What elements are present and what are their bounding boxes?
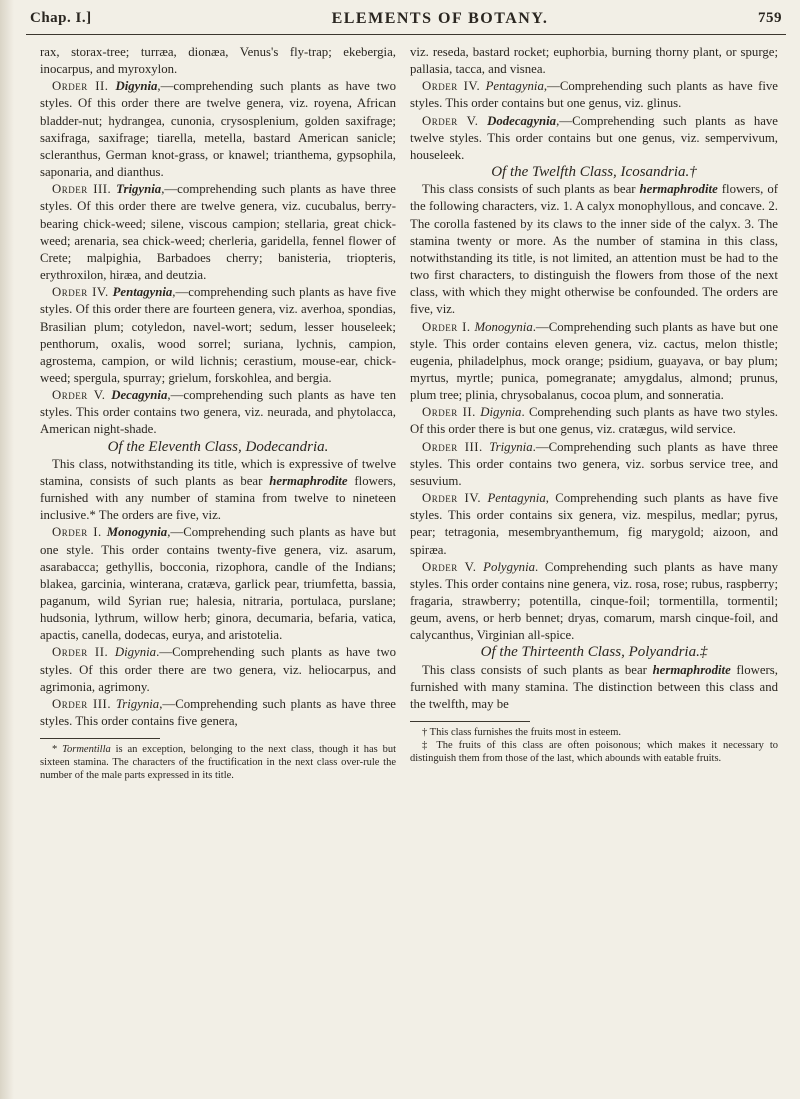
order-paragraph: Order II. Digynia. Comprehending such plants as have two styles. Of this order there is but one genus, viz. cratægus, wild service.: [410, 405, 779, 437]
class-paragraph: This class, notwithstanding its title, which is expressive of twelve stamina, consists of such plants as bear hermaphrodite flowers, furnished with any number of stamina from twelve to nineteen inclusive.* The orders are five, viz.: [40, 456, 396, 523]
order-paragraph: Order I. Monogynia,—Comprehending such plants as have but one style. This order contains twenty-five genera, viz. asarum, asarabacca; gethyllis, bocconia, rizophora, candle of the Indians; blakea, garcinia, winterana, cratæva, garlick pear, triumfetta, bassia, paganum, wild Syrian rue; halesia, nitraria, portulaca, purslane; hudsonia, lythrum, willow herb; ginora, decumaria, befaria, vatica, apactis, canella, dodecas, eurya, and aristotelia.: [40, 525, 396, 643]
order-paragraph: Order IV. Pentagynia, Comprehending such plants as have five styles. This order contains six genera, viz. mespilus, medlar; pyrus, pear; tetragonia, mesembryanthemum, fig marygold; aizoon, and spiræa.: [410, 491, 779, 557]
section-heading: Of the Eleventh Class, Dodecandria.: [107, 438, 329, 455]
class-paragraph: This class consists of such plants as bear hermaphrodite flowers, of the following characters, viz. 1. A calyx monophyllous, and concave. 2. The corolla fastened by its claws to the inner side of the calyx. 3. The stamina twenty or more. As the number of stamina in this class, notwithstanding its title, is not limited, an attention must be had to the two first characters, to distinguish the flowers from those of the next class, with which they might otherwise be confounded. The orders are five, viz.: [410, 182, 778, 317]
header-rule: [26, 34, 786, 35]
order-paragraph: Order V. Dodecagynia,—Comprehending such plants as have twelve styles. This order contains but one genus, viz. sempervivum, houseleek.: [410, 113, 778, 162]
class-paragraph: This class consists of such plants as bear hermaphrodite flowers, furnished with many stamina. The distinction between this class and the twelfth, may be: [410, 662, 778, 711]
chapter-label: Chap. I.]: [30, 10, 92, 26]
order-paragraph: Order III. Trigynia.—Comprehending such plants as have three styles. This order contains two genera, viz. sorbus service tree, and sesuvium.: [410, 439, 778, 488]
footnote-rule: [40, 738, 160, 739]
order-paragraph: Order V. Decagynia,—comprehending such plants as have ten styles. This order contains two genera, viz. neurada, and phytolacca, American night-shade.: [40, 388, 396, 437]
binding-shadow: [0, 0, 14, 1099]
left-column: [40, 44, 396, 782]
order-paragraph: Order I. Monogynia.—Comprehending such plants as have but one style. This order contains eleven genera, viz. cactus, melon thistle; eugenia, philadelphus, mock orange; psidium, guayava, or bay plum; myrtus, myrtle; punica, pomegranate; amygdalus, almond; prunus, plum tree; plinia, chrysobalanus, cocoa plum, and sonneratia.: [410, 319, 778, 403]
footnote: ‡ The fruits of this class are often poisonous; which makes it necessary to distinguish them from those of the last, which abounds with eatable fruits.: [410, 740, 778, 765]
section-heading: Of the Thirteenth Class, Polyandria.‡: [480, 644, 708, 661]
page-number: 759: [758, 10, 782, 26]
order-paragraph: Order III. Trigynia,—Comprehending such plants as have three styles. This order contains five genera,: [40, 696, 396, 729]
order-paragraph: Order IV. Pentagynia,—Comprehending such plants as have five styles. This order contains but one genus, viz. glinus.: [410, 79, 778, 111]
running-header: [0, 10, 800, 36]
right-column: [410, 44, 778, 765]
section-heading: Of the Twelfth Class, Icosandria.†: [491, 164, 697, 181]
order-paragraph: Order V. Polygynia. Comprehending such plants as have many styles. This order contains nine genera, viz. rosa, rose; rubus, raspberry; fragaria, strawberry; potentilla, cinque-foil; tormentilla, tormentil; geum, avens, or herb bennet; dryas, comarum, marsh cinque-foil, and calycanthus, Virginian all-spice.: [410, 559, 778, 643]
footnote: † This class furnishes the fruits most in esteem.: [422, 727, 621, 739]
footnote-rule: [410, 721, 530, 722]
paragraph: rax, storax-tree; turræa, dionæa, Venus's fly-trap; ekebergia, inocarpus, and myroxylon.: [40, 45, 396, 77]
order-paragraph: Order III. Trigynia,—comprehending such plants as have three styles. Of this order there are twelve genera, viz. cucubalus, berry-bearing chick-weed; silene, viscous campion; stellaria, great chick-weed; arenaria, sea chick-weed; cherleria, garidella, fennel flower of Crete; malpighia, Barbadoes cherry; banisteria, triopteris, erythroxilon, hiræa, and deutzia.: [40, 182, 396, 283]
order-paragraph: Order II. Digynia.—Comprehending such plants as have two styles. Of this order there are two genera, viz. heliocarpus, and agrimonia, agrimony.: [40, 645, 396, 694]
footnote: * Tormentilla is an exception, belonging to the next class, though it has but sixteen stamina. The characters of the fructification in the next class over-rule the number of the male parts expressed in its title.: [40, 744, 397, 782]
paragraph: viz. reseda, bastard rocket; euphorbia, burning thorny plant, or spurge; pallasia, tacca, and visnea.: [410, 45, 778, 77]
running-title: ELEMENTS OF BOTANY.: [331, 10, 549, 27]
order-paragraph: Order IV. Pentagynia,—comprehending such plants as have five styles. Of this order there are fourteen genera, viz. averhoa, spondias, Brasilian plum; cotyledon, navel-wort; sedum, lesser houseleek; penthorum, oxalis, wood sorrel; suriana, lychnis, campion, agrostema, campion, or wild lichnis; cerastium, mouse-ear, chick-weed; spergula, spurray; grielum, forskohlea, and bergia.: [40, 285, 397, 385]
order-paragraph: Order II. Digynia,—comprehending such plants as have two styles. Of this order there are twelve genera, viz. royena, African bladder-nut; hydrangea, cunonia, crysosplenium, golden saxifrage; saxifraga, saxifrage; tiarella, metella, bastard American sanicle; scleranthus, German knot-grass, or knawel; trianthema, gypsophila, saponaria, and dianthus.: [40, 79, 397, 180]
